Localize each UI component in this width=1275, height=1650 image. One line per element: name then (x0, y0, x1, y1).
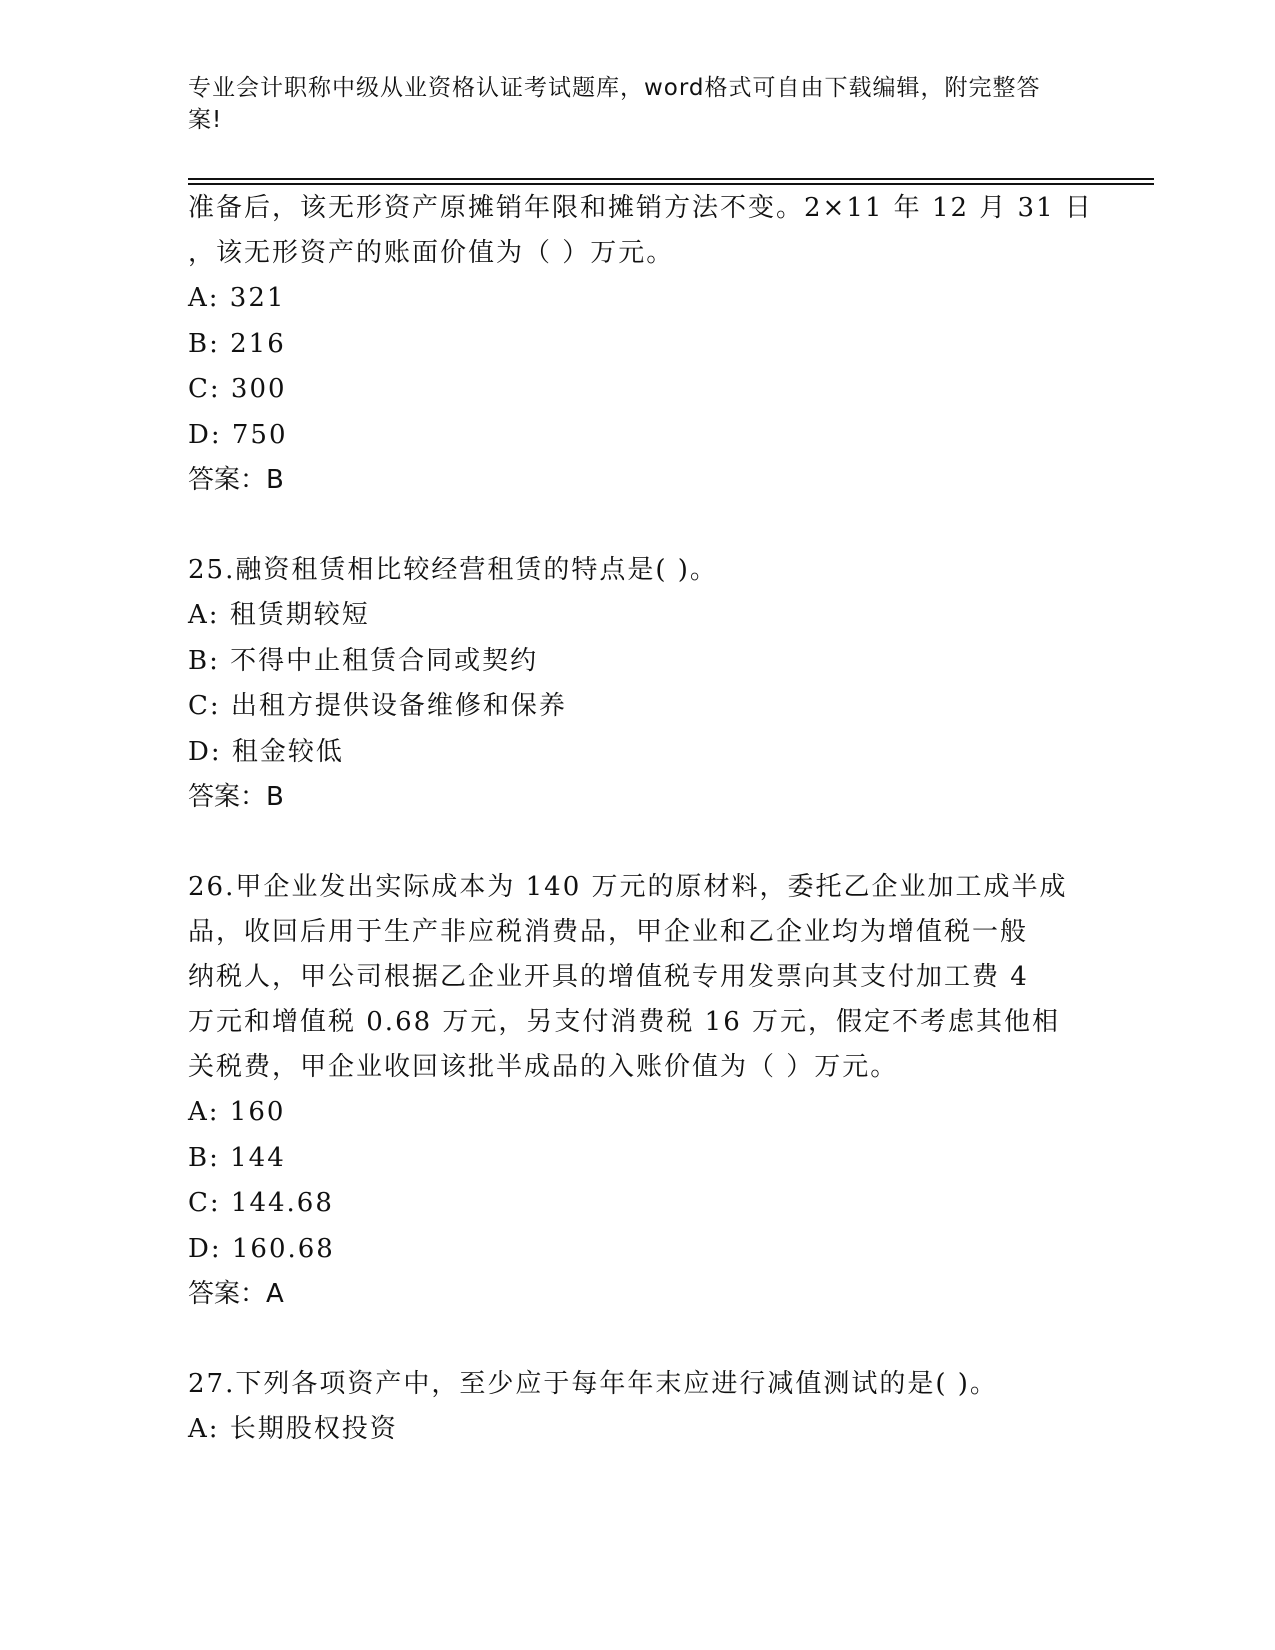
spacer (188, 502, 1068, 548)
header-rule-bottom (188, 183, 1154, 185)
page-header (188, 72, 1068, 136)
option-a: A: 租赁期较短 (188, 600, 370, 630)
option-d: D: 租金较低 (188, 736, 344, 767)
question-24 (188, 186, 1093, 502)
header-line-1: 专业会计职称中级从业资格认证考试题库，word格式可自由下载编辑，附完整答 (188, 75, 1041, 101)
option-c: C: 300 (188, 374, 287, 404)
question-stem-line: 关税费，甲企业收回该批半成品的入账价值为（ ）万元。 (188, 1052, 899, 1082)
option-a: A: 长期股权投资 (188, 1414, 398, 1444)
spacer (188, 819, 1068, 865)
question-stem-line: ，该无形资产的账面价值为（ ）万元。 (188, 238, 675, 268)
spacer (188, 1316, 1068, 1362)
question-stem-line: 25.融资租赁相比较经营租赁的特点是( )。 (188, 555, 718, 585)
question-stem-line: 万元和增值税 0.68 万元，另支付消费税 16 万元，假定不考虑其他相 (188, 1007, 1061, 1037)
option-b: B: 144 (188, 1142, 286, 1173)
option-a: A: 160 (188, 1097, 286, 1127)
question-27 (188, 1362, 1068, 1453)
question-stem-line: 品，收回后用于生产非应税消费品，甲企业和乙企业均为增值税一般 (188, 917, 1029, 947)
question-stem-line: 27.下列各项资产中，至少应于每年年末应进行减值测试的是( )。 (188, 1369, 998, 1399)
header-line-2: 案! (188, 107, 223, 133)
option-c: C: 出租方提供设备维修和保养 (188, 691, 567, 721)
option-c: C: 144.68 (188, 1188, 334, 1218)
question-26 (188, 865, 1068, 1316)
option-b: B: 不得中止租赁合同或契约 (188, 645, 539, 676)
question-25 (188, 548, 1068, 819)
option-b: B: 216 (188, 328, 286, 359)
answer: 答案：B (188, 782, 284, 812)
answer: 答案：B (188, 465, 284, 495)
question-stem-line: 26.甲企业发出实际成本为 140 万元的原材料，委托乙企业加工成半成 (188, 872, 1068, 902)
question-stem-line: 准备后，该无形资产原摊销年限和摊销方法不变。2×11 年 12 月 31 日 (188, 193, 1093, 223)
question-content (188, 186, 1093, 1453)
option-d: D: 160.68 (188, 1233, 335, 1264)
option-d: D: 750 (188, 419, 288, 450)
header-rule-top (188, 178, 1154, 180)
question-stem-line: 纳税人，甲公司根据乙企业开具的增值税专用发票向其支付加工费 4 (188, 962, 1029, 992)
option-a: A: 321 (188, 283, 286, 313)
answer: 答案：A (188, 1279, 284, 1309)
